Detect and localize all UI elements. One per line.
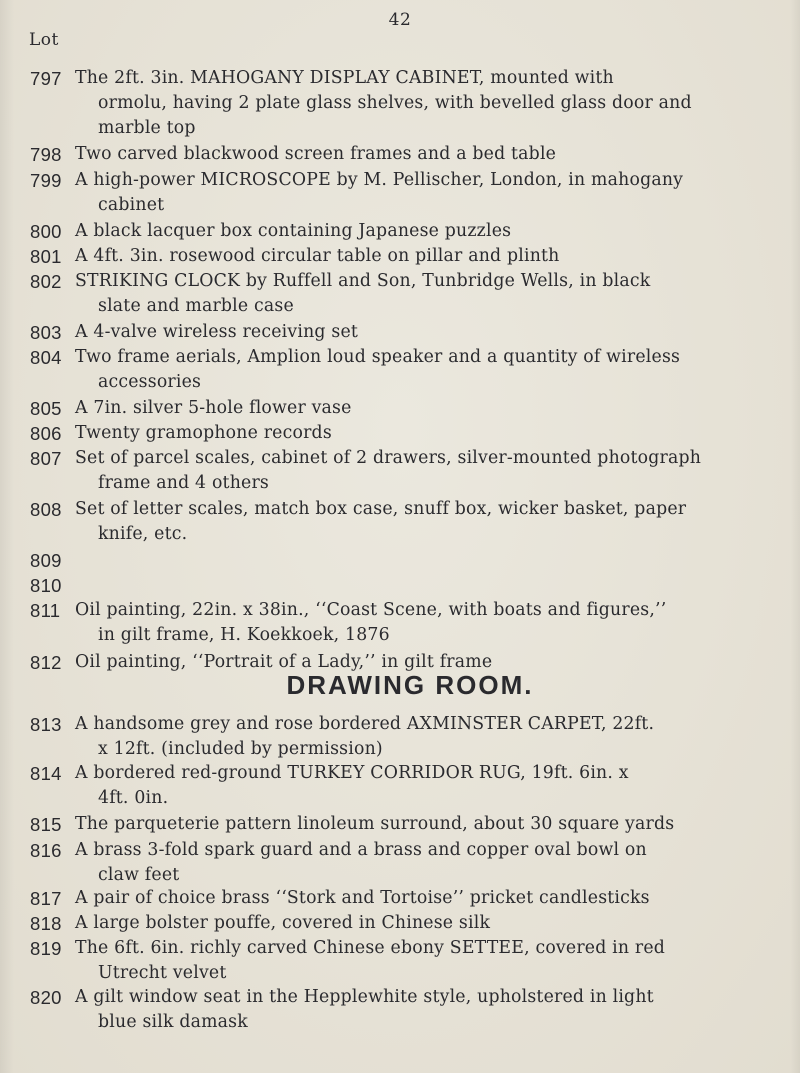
description-line: The parqueterie pattern linoleum surround, about 30 square yards — [75, 814, 675, 834]
lot-number: 807 — [30, 448, 62, 469]
description-line: blue silk damask — [98, 1012, 248, 1032]
lot-description — [75, 712, 787, 762]
lot-column-header: Lot — [29, 30, 59, 50]
description-line: x 12ft. (included by permission) — [98, 739, 383, 759]
lot-number: 817 — [30, 888, 62, 909]
description-line: claw feet — [98, 865, 180, 885]
lot-number: 815 — [30, 814, 62, 835]
description-line: A large bolster pouffe, covered in Chinese silk — [75, 913, 491, 933]
lot-description — [75, 219, 787, 244]
lot-number: 806 — [30, 423, 62, 444]
lot-number: 818 — [30, 913, 62, 934]
section-heading: DRAWING ROOM. — [286, 670, 534, 700]
description-line: Oil painting, ‘‘Portrait of a Lady,’’ in gilt frame — [75, 652, 493, 672]
lot-number: 805 — [30, 398, 62, 419]
lot-description — [75, 936, 787, 986]
lot-description — [75, 598, 787, 648]
lot-number: 813 — [30, 714, 62, 735]
lot-number: 808 — [30, 499, 62, 520]
description-line: Two frame aerials, Amplion loud speaker and a quantity of wireless — [75, 347, 681, 367]
lot-number: 798 — [30, 144, 62, 165]
description-line: Oil painting, 22in. x 38in., ‘‘Coast Scene, with boats and figures,’’ — [75, 600, 667, 620]
lot-number: 820 — [30, 987, 62, 1008]
description-line: A black lacquer box containing Japanese puzzles — [75, 221, 512, 241]
description-line: cabinet — [98, 195, 165, 215]
description-line: 4ft. 0in. — [98, 788, 169, 808]
description-line: A 4-valve wireless receiving set — [75, 322, 359, 342]
lot-description — [75, 244, 787, 269]
lot-description — [75, 142, 787, 167]
lot-number: 797 — [30, 68, 62, 89]
description-line: A bordered red-ground TURKEY CORRIDOR RUG, 19ft. 6in. x — [75, 763, 629, 783]
lot-description — [75, 497, 787, 547]
description-line: A 4ft. 3in. rosewood circular table on pillar and plinth — [75, 246, 560, 266]
lot-description — [75, 320, 787, 345]
lot-number: 804 — [30, 347, 62, 368]
lot-number: 812 — [30, 652, 62, 673]
description-line: A pair of choice brass ‘‘Stork and Tortoise’’ pricket candlesticks — [75, 888, 650, 908]
description-line: A gilt window seat in the Hepplewhite style, upholstered in light — [75, 987, 654, 1007]
lot-description — [75, 66, 787, 141]
description-line: The 2ft. 3in. MAHOGANY DISPLAY CABINET, mounted with — [75, 68, 614, 88]
description-line: A handsome grey and rose bordered AXMINSTER CARPET, 22ft. — [75, 714, 655, 734]
description-line: accessories — [98, 372, 202, 392]
description-line: in gilt frame, H. Koekkoek, 1876 — [98, 625, 390, 645]
description-line: Twenty gramophone records — [75, 423, 332, 443]
lot-number: 800 — [30, 221, 62, 242]
page-number: 42 — [388, 10, 412, 30]
description-line: Set of parcel scales, cabinet of 2 drawers, silver-mounted photograph — [75, 448, 702, 468]
lot-number: 802 — [30, 271, 62, 292]
lot-number: 811 — [30, 600, 61, 621]
lot-number: 803 — [30, 322, 62, 343]
lot-number: 814 — [30, 763, 62, 784]
description-line: The 6ft. 6in. richly carved Chinese ebony SETTEE, covered in red — [75, 938, 666, 958]
lot-description — [75, 812, 787, 837]
description-line: ormolu, having 2 plate glass shelves, with bevelled glass door and — [98, 93, 692, 113]
lot-description — [75, 838, 787, 888]
description-line: A 7in. silver 5-hole flower vase — [75, 398, 352, 418]
description-line: knife, etc. — [98, 524, 188, 544]
lot-description — [75, 345, 787, 395]
description-line: Two carved blackwood screen frames and a bed table — [75, 144, 557, 164]
lot-number: 816 — [30, 840, 62, 861]
lot-description — [75, 985, 787, 1035]
lot-description — [75, 421, 787, 446]
lot-description — [75, 886, 787, 911]
description-line: Set of letter scales, match box case, snuff box, wicker basket, paper — [75, 499, 687, 519]
lot-number: 809 — [30, 550, 62, 571]
lot-description — [75, 761, 787, 811]
lot-number: 810 — [30, 575, 62, 596]
description-line: slate and marble case — [98, 296, 294, 316]
lot-number: 819 — [30, 938, 62, 959]
description-line: STRIKING CLOCK by Ruffell and Son, Tunbridge Wells, in black — [75, 271, 651, 291]
lot-description — [75, 396, 787, 421]
description-line: frame and 4 others — [98, 473, 269, 493]
lot-number: 801 — [30, 246, 62, 267]
lot-number: 799 — [30, 170, 62, 191]
description-line: A brass 3-fold spark guard and a brass and copper oval bowl on — [75, 840, 647, 860]
description-line: marble top — [98, 118, 196, 138]
lot-description — [75, 269, 787, 319]
description-line: Utrecht velvet — [98, 963, 227, 983]
description-line: A high-power MICROSCOPE by M. Pellischer, London, in mahogany — [75, 170, 684, 190]
lot-description — [75, 168, 787, 218]
lot-description — [75, 911, 787, 936]
lot-description — [75, 446, 787, 496]
